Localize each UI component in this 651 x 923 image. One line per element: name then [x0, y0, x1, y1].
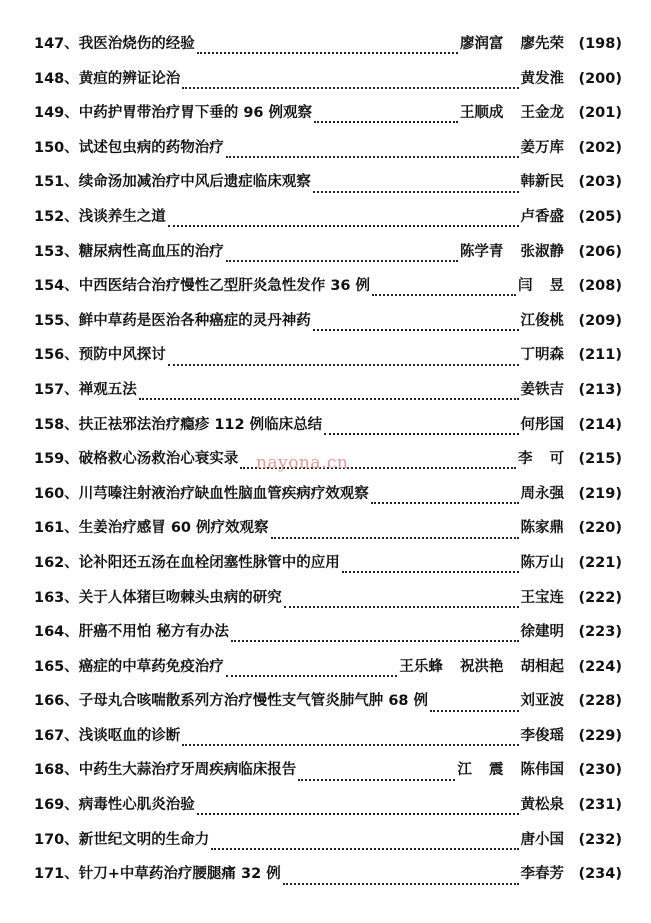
entry-title: 川芎嗪注射液治疗缺血性脑血管疾病疗效观察 — [78, 485, 369, 502]
entry-authors: 李俊瑶 — [520, 727, 564, 744]
entry-authors: 陈万山 — [520, 554, 564, 571]
entry-title: 论补阳还五汤在血栓闭塞性脉管中的应用 — [78, 554, 340, 571]
entry-title: 扶正祛邪法治疗瘾疹 112 例临床总结 — [78, 416, 323, 433]
toc-entry[interactable] — [34, 205, 622, 240]
entry-authors: 周永强 — [520, 485, 564, 502]
toc-entry[interactable] — [34, 378, 622, 413]
entry-page: (221) — [578, 554, 622, 571]
entry-number: 159、 — [34, 451, 79, 468]
entry-page: (231) — [578, 797, 622, 814]
entry-authors: 徐建明 — [520, 624, 564, 641]
entry-number: 163、 — [34, 589, 79, 606]
entry-number: 162、 — [34, 554, 79, 571]
entry-page: (209) — [578, 312, 622, 329]
entry-page: (213) — [578, 381, 622, 398]
entry-title: 鲜中草药是医治各种癌症的灵丹神药 — [78, 312, 311, 329]
entry-authors: 姜万库 — [520, 139, 564, 156]
entry-page: (222) — [578, 589, 622, 606]
entry-title: 中药生大蒜治疗牙周疾病临床报告 — [78, 762, 297, 779]
entry-title: 癌症的中草药免疫治疗 — [78, 658, 224, 675]
entry-page: (234) — [578, 866, 622, 883]
dot-leader — [139, 398, 519, 400]
entry-authors: 李春芳 — [520, 866, 564, 883]
entry-page: (232) — [578, 831, 622, 848]
entry-authors: 丁明森 — [520, 347, 564, 364]
entry-page: (230) — [578, 762, 622, 779]
dot-leader — [226, 260, 458, 262]
dot-leader — [271, 537, 519, 539]
dot-leader — [342, 571, 519, 573]
toc-entry[interactable] — [34, 758, 622, 793]
entry-number: 165、 — [34, 658, 79, 675]
entry-authors: 王宝连 — [520, 589, 564, 606]
entry-authors: 黄发淮 — [520, 70, 564, 87]
toc-entry[interactable] — [34, 586, 622, 621]
dot-leader — [168, 364, 519, 366]
entry-number: 148、 — [34, 70, 79, 87]
entry-page: (214) — [578, 416, 622, 433]
entry-number: 157、 — [34, 381, 79, 398]
entry-number: 164、 — [34, 624, 79, 641]
entry-page: (228) — [578, 693, 622, 710]
entry-authors: 王顺成 王金龙 — [459, 105, 564, 122]
entry-page: (205) — [578, 208, 622, 225]
dot-leader — [324, 433, 518, 435]
entry-authors: 卢香盛 — [520, 208, 564, 225]
entry-title: 续命汤加减治疗中风后遗症临床观察 — [78, 174, 311, 191]
watermark: nayona.cn — [256, 453, 349, 473]
entry-number: 166、 — [34, 693, 79, 710]
entry-title: 禅观五法 — [78, 381, 137, 398]
toc-entry[interactable] — [34, 551, 622, 586]
toc-entry[interactable] — [34, 67, 622, 102]
dot-leader — [197, 52, 458, 54]
entry-number: 171、 — [34, 866, 79, 883]
dot-leader — [313, 191, 519, 193]
entry-page: (215) — [578, 451, 622, 468]
toc-entry[interactable] — [34, 689, 622, 724]
dot-leader — [182, 744, 518, 746]
entry-page: (201) — [578, 105, 622, 122]
entry-title: 子母丸合咳喘散系列方治疗慢性支气管炎肺气肿 68 例 — [78, 693, 429, 710]
entry-authors: 陈学青 张淑静 — [459, 243, 564, 260]
dot-leader — [211, 848, 518, 850]
toc-entry[interactable] — [34, 793, 622, 828]
entry-number: 169、 — [34, 797, 79, 814]
dot-leader — [372, 294, 516, 296]
entry-number: 161、 — [34, 520, 79, 537]
entry-title: 浅谈呕血的诊断 — [78, 727, 181, 744]
entry-title: 试述包虫病的药物治疗 — [78, 139, 224, 156]
dot-leader — [430, 710, 518, 712]
entry-title: 病毒性心肌炎治验 — [78, 797, 195, 814]
toc-entry[interactable] — [34, 240, 622, 275]
entry-page: (202) — [578, 139, 622, 156]
entry-number: 150、 — [34, 139, 79, 156]
dot-leader — [371, 502, 519, 504]
entry-page: (223) — [578, 624, 622, 641]
entry-authors: 刘亚波 — [520, 693, 564, 710]
entry-authors: 江俊桃 — [520, 312, 564, 329]
toc-entry[interactable] — [34, 724, 622, 759]
entry-authors: 廖润富 廖先荣 — [459, 36, 564, 52]
entry-page: (211) — [578, 347, 622, 364]
entry-authors: 何彤国 — [520, 416, 564, 433]
entry-number: 152、 — [34, 208, 79, 225]
toc-entry[interactable] — [34, 309, 622, 344]
entry-title: 中药护胃带治疗胃下垂的 96 例观察 — [78, 105, 313, 122]
dot-leader — [314, 121, 458, 123]
entry-number: 156、 — [34, 347, 79, 364]
dot-leader — [168, 225, 519, 227]
dot-leader — [226, 156, 519, 158]
toc-entry[interactable] — [34, 32, 622, 67]
entry-number: 149、 — [34, 105, 79, 122]
entry-authors: 江 震 陈伟国 — [457, 762, 564, 779]
entry-authors: 陈家鼎 — [520, 520, 564, 537]
entry-authors: 黄松泉 — [520, 797, 564, 814]
entry-authors: 韩新民 — [520, 174, 564, 191]
entry-authors: 李 可 — [517, 451, 564, 468]
toc-entry[interactable] — [34, 862, 622, 897]
entry-authors: 姜铁吉 — [520, 381, 564, 398]
toc-entry[interactable] — [34, 482, 622, 517]
entry-title: 我医治烧伤的经验 — [78, 36, 195, 52]
entry-number: 168、 — [34, 762, 79, 779]
entry-number: 158、 — [34, 416, 79, 433]
dot-leader — [197, 813, 519, 815]
entry-title: 浅谈养生之道 — [78, 208, 166, 225]
toc-entry[interactable] — [34, 170, 622, 205]
entry-number: 153、 — [34, 243, 79, 260]
entry-number: 147、 — [34, 36, 79, 52]
toc-entry[interactable] — [34, 516, 622, 551]
toc-entry[interactable] — [34, 620, 622, 655]
entry-title: 关于人体猪巨吻棘头虫病的研究 — [78, 589, 282, 606]
dot-leader — [313, 329, 519, 331]
entry-title: 糖尿病性高血压的治疗 — [78, 243, 224, 260]
toc-entry[interactable] — [34, 828, 622, 863]
entry-page: (200) — [578, 70, 622, 87]
entry-number: 170、 — [34, 831, 79, 848]
dot-leader — [283, 883, 519, 885]
dot-leader — [284, 606, 519, 608]
entry-number: 151、 — [34, 174, 79, 191]
entry-page: (219) — [578, 485, 622, 502]
toc-entry[interactable] — [34, 655, 622, 690]
dot-leader — [231, 640, 519, 642]
dot-leader — [298, 779, 455, 781]
entry-title: 中西医结合治疗慢性乙型肝炎急性发作 36 例 — [78, 278, 371, 295]
entry-number: 155、 — [34, 312, 79, 329]
dot-leader — [182, 87, 518, 89]
entry-page: (229) — [578, 727, 622, 744]
entry-page: (224) — [578, 658, 622, 675]
entry-title: 黄疸的辨证论治 — [78, 70, 181, 87]
entry-page: (198) — [578, 36, 622, 52]
entry-title: 肝癌不用怕 秘方有办法 — [78, 624, 229, 641]
entry-number: 160、 — [34, 485, 79, 502]
entry-number: 167、 — [34, 727, 79, 744]
entry-title: 针刀+中草药治疗腰腿痛 32 例 — [78, 866, 281, 883]
toc-entry[interactable] — [34, 136, 622, 171]
toc-entry[interactable] — [34, 274, 622, 309]
entry-title: 新世纪文明的生命力 — [78, 831, 210, 848]
entry-title: 破格救心汤救治心衰实录 — [78, 451, 239, 468]
entry-number: 154、 — [34, 278, 79, 295]
dot-leader — [226, 675, 398, 677]
entry-authors: 唐小国 — [520, 831, 564, 848]
entry-page: (206) — [578, 243, 622, 260]
entry-title: 预防中风探讨 — [78, 347, 166, 364]
entry-page: (203) — [578, 174, 622, 191]
entry-page: (220) — [578, 520, 622, 537]
entry-authors: 王乐蜂 祝洪艳 胡相起 — [399, 658, 564, 675]
entry-authors: 闫 昱 — [517, 278, 564, 295]
toc-entry[interactable] — [34, 343, 622, 378]
toc-entry[interactable] — [34, 101, 622, 136]
toc-entry[interactable] — [34, 413, 622, 448]
entry-title: 生姜治疗感冒 60 例疗效观察 — [78, 520, 269, 537]
entry-page: (208) — [578, 278, 622, 295]
